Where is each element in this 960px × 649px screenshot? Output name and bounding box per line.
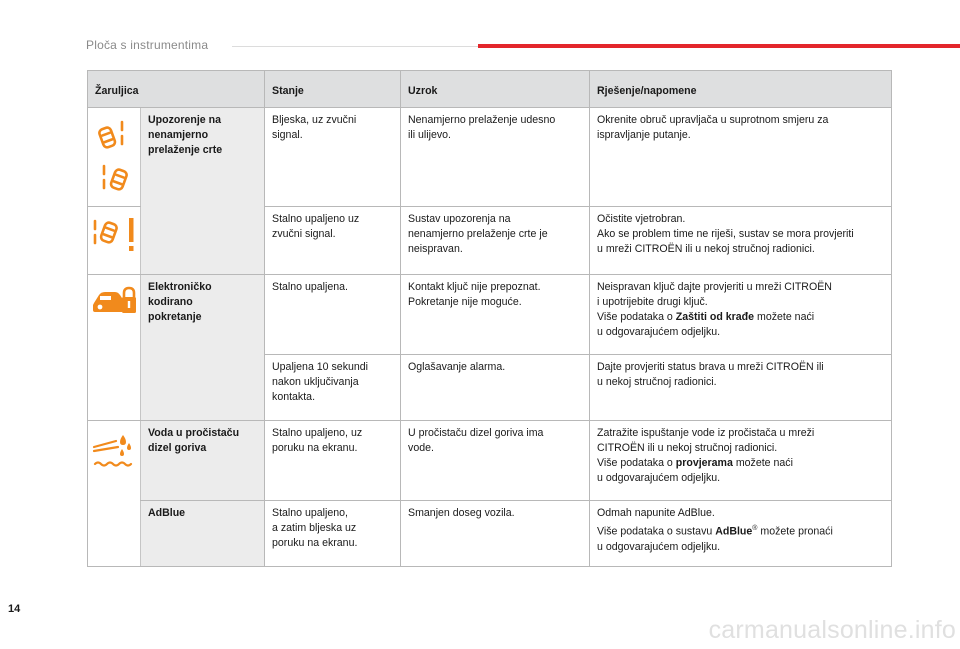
cause-text: Nenamjerno prelaženje udesno ili ulijevo.	[408, 114, 556, 141]
solution-more-suffix: možete naći	[754, 311, 815, 323]
solution-line: i upotrijebite drugi ključ.	[597, 296, 708, 308]
solution-line: Očistite vjetrobran.	[597, 213, 686, 225]
cause-text: Kontakt ključ nije prepoznat. Pokretanje nije moguće.	[408, 281, 541, 308]
lane-departure-warning-icon	[92, 118, 136, 202]
page-header-title: Ploča s instrumentima	[86, 38, 209, 52]
table-header-row	[88, 71, 892, 108]
page-number: 14	[8, 603, 21, 615]
registered-mark: ®	[752, 525, 758, 532]
header-accent-bar	[478, 44, 960, 48]
lamp-name-text: AdBlue	[148, 507, 186, 519]
cause-text: Oglašavanje alarma.	[408, 361, 506, 373]
watermark: carmanualsonline.info	[708, 616, 956, 644]
solution-line: Neispravan ključ dajte provjeriti u mreži CITROËN	[597, 281, 832, 293]
lamp-name-text: Upozorenje na nenamjerno prelaženje crte	[148, 114, 223, 156]
solution-cell	[590, 207, 892, 275]
header-lamp: Žaruljica	[88, 71, 265, 108]
solution-line: Dajte provjeriti status brava u mreži CITROËN ili	[597, 361, 824, 373]
solution-cell	[590, 275, 892, 355]
solution-line: u odgovarajućem odjeljku.	[597, 326, 721, 338]
solution-cell	[590, 421, 892, 501]
cause-text: Smanjen doseg vozila.	[408, 507, 515, 519]
icon-cell	[88, 207, 141, 275]
icon-cell	[88, 275, 141, 421]
cause-cell	[401, 355, 590, 421]
state-text: Stalno upaljeno, uz poruku na ekranu.	[272, 427, 363, 454]
icon-cell	[88, 421, 141, 567]
state-cell	[265, 355, 401, 421]
solution-line: u mreži CITROËN ili u nekoj stručnoj radionici.	[597, 243, 815, 255]
lamp-name-text: Elektroničko kodirano pokretanje	[148, 281, 212, 323]
header-cause: Uzrok	[401, 71, 590, 108]
solution-reference-link: provjerama	[675, 457, 733, 469]
state-cell	[265, 207, 401, 275]
table-row	[88, 275, 892, 355]
header-solution: Rješenje/napomene	[590, 71, 892, 108]
cause-cell	[401, 108, 590, 207]
header-divider	[232, 46, 478, 47]
solution-line: Zatražite ispuštanje vode iz pročistača u mreži	[597, 427, 815, 439]
solution-line	[597, 310, 885, 325]
cause-cell	[401, 275, 590, 355]
lane-departure-fault-icon	[89, 215, 139, 255]
icon-cell	[88, 108, 141, 207]
solution-line: Odmah napunite AdBlue.	[597, 507, 715, 519]
lamp-name-water-in-diesel	[141, 421, 265, 501]
warning-lamps-table	[87, 70, 892, 567]
state-text: Upaljena 10 sekundi nakon uključivanja kontakta.	[272, 361, 369, 403]
cause-cell	[401, 501, 590, 567]
lamp-name-adblue	[141, 501, 265, 567]
solution-cell	[590, 355, 892, 421]
electronic-immobiliser-icon	[91, 285, 137, 317]
state-text: Stalno upaljena.	[272, 281, 348, 293]
cause-cell	[401, 207, 590, 275]
state-text: Stalno upaljeno uz zvučni signal.	[272, 213, 360, 240]
solution-more-prefix: Više podataka o sustavu	[597, 525, 716, 538]
lamp-name-coded-start	[141, 275, 265, 421]
water-in-diesel-filter-icon	[91, 431, 137, 471]
solution-line	[597, 456, 885, 471]
state-text: Bljeska, uz zvučni signal.	[272, 114, 357, 141]
solution-reference-link: Zaštiti od krađe	[675, 311, 755, 323]
solution-more-prefix: Više podataka o	[597, 311, 676, 323]
solution-line: CITROËN ili u nekoj stručnoj radionici.	[597, 442, 778, 454]
table-row	[88, 108, 892, 207]
solution-more-suffix: možete pronaći	[757, 525, 833, 538]
cause-text: U pročistaču dizel goriva ima vode.	[408, 427, 544, 454]
lamp-name-lane-departure	[141, 108, 265, 275]
solution-more-suffix: možete naći	[732, 457, 793, 469]
solution-cell	[590, 108, 892, 207]
solution-more-prefix: Više podataka o	[597, 457, 676, 469]
solution-line: Ako se problem time ne riješi, sustav se mora provjeriti	[597, 228, 854, 240]
state-cell	[265, 421, 401, 501]
solution-line: u nekoj stručnoj radionici.	[597, 376, 717, 388]
solution-line: u odgovarajućem odjeljku.	[597, 472, 721, 484]
cause-text: Sustav upozorenja na nenamjerno prelaženje crte je neispravan.	[408, 213, 548, 255]
solution-line: ispravljanje putanje.	[597, 129, 691, 141]
table-row	[88, 501, 892, 567]
cause-cell	[401, 421, 590, 501]
solution-line: Okrenite obruč upravljača u suprotnom smjeru za	[597, 114, 829, 126]
state-cell	[265, 275, 401, 355]
solution-reference-link: AdBlue	[715, 525, 753, 538]
header-state: Stanje	[265, 71, 401, 108]
state-cell	[265, 501, 401, 567]
state-text: Stalno upaljeno, a zatim bljeska uz poruku na ekranu.	[272, 507, 358, 549]
state-cell	[265, 108, 401, 207]
lamp-name-text: Voda u pročistaču dizel goriva	[148, 427, 240, 454]
solution-cell	[590, 501, 892, 567]
solution-line: u odgovarajućem odjeljku.	[597, 540, 721, 553]
table-row	[88, 421, 892, 501]
solution-line	[597, 521, 885, 540]
